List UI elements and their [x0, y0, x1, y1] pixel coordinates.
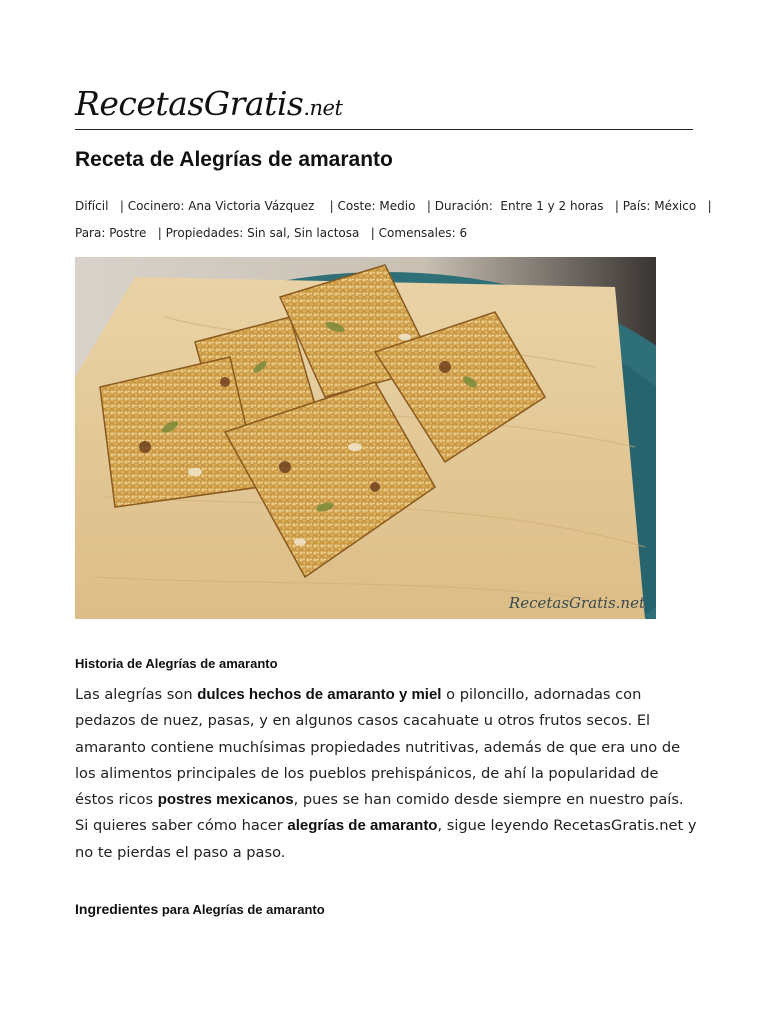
- paragraph-line-6: [75, 813, 715, 839]
- history-heading: [75, 656, 278, 671]
- header-divider: [75, 129, 693, 130]
- recipe-photo-illustration: [75, 257, 656, 619]
- paragraph-line-1: [75, 682, 715, 708]
- paragraph-line-4: los alimentos principales de los pueblos prehispánicos, de ahí la popularidad de: [75, 764, 659, 782]
- page-title: Receta de Alegrías de amaranto: [75, 148, 393, 171]
- bold-segment: dulces hechos de amaranto y miel: [197, 686, 442, 703]
- paragraph-line-5: [75, 787, 715, 813]
- recipe-meta-line-1: Difícil | Cocinero: Ana Victoria Vázquez | Coste: Medio | Duración: Entre 1 y 2 horas | País: México |: [75, 199, 712, 213]
- recipe-photo: [75, 257, 656, 619]
- site-logo[interactable]: [75, 84, 342, 123]
- history-paragraph: [75, 682, 715, 866]
- history-heading-rest: de Alegrías de amaranto: [123, 656, 278, 671]
- text-segment: Si quieres saber cómo hacer: [75, 817, 288, 835]
- photo-watermark: RecetasGratis.net: [508, 594, 645, 612]
- text-segment: Las alegrías son: [75, 686, 198, 703]
- paragraph-line-3: amaranto contiene muchísimas propiedades nutritivas, además de que era uno de: [75, 738, 681, 756]
- ingredients-heading: [75, 901, 325, 917]
- text-segment: , pues se han comido desde siempre en nuestro país.: [293, 791, 684, 809]
- paragraph-line-2: pedazos de nuez, pasas, y en algunos casos cacahuate u otros frutos secos. El: [75, 712, 651, 730]
- text-segment: , sigue leyendo RecetasGratis.net y: [437, 817, 697, 835]
- ingredients-heading-bold: Ingredientes: [75, 901, 159, 917]
- bold-link-segment[interactable]: postres mexicanos: [157, 791, 294, 809]
- history-heading-bold: Historia: [75, 656, 124, 671]
- logo-ext-text: .net: [303, 96, 343, 120]
- paragraph-line-7: no te pierdas el paso a paso.: [75, 843, 286, 861]
- logo-main-text: RecetasGratis: [75, 84, 304, 123]
- text-segment: o piloncillo, adornadas con: [441, 686, 642, 703]
- ingredients-heading-rest: para Alegrías de amaranto: [158, 902, 325, 917]
- text-segment: éstos ricos: [75, 791, 158, 809]
- recipe-meta-line-2: Para: Postre | Propiedades: Sin sal, Sin lactosa | Comensales: 6: [75, 226, 468, 240]
- bold-segment: alegrías de amaranto: [287, 817, 438, 835]
